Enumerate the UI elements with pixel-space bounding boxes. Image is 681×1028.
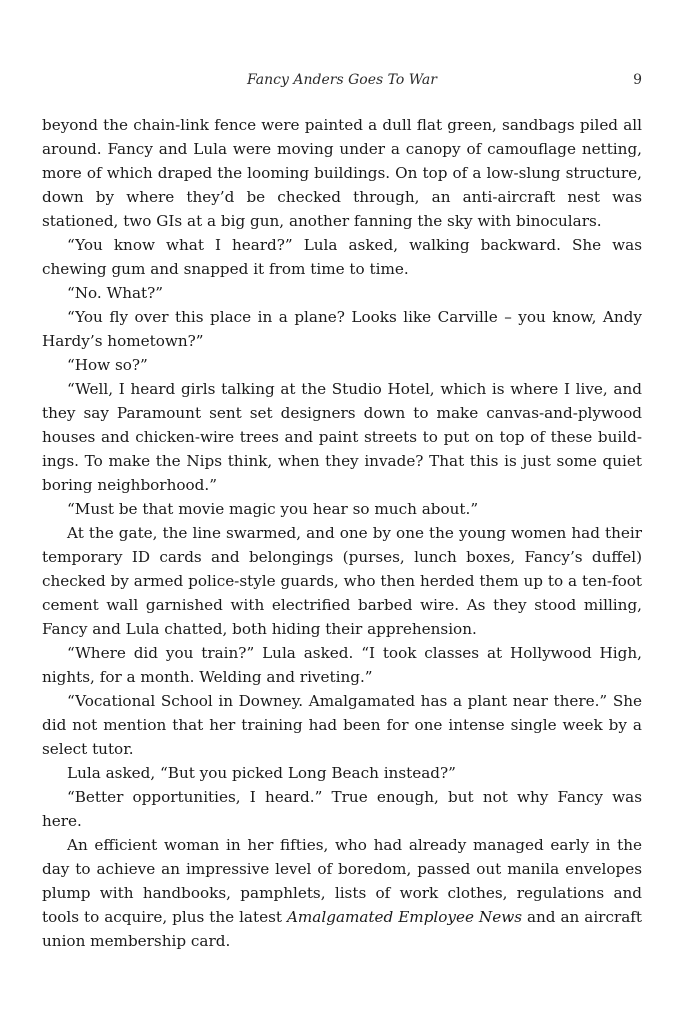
paragraph: “Must be that movie magic you hear so much about.”: [67, 500, 479, 518]
paragraph-text: An efficient woman in her fifties, who had already managed early in the day to achieve an impressive level of boredom, passed out manila envelopes plump with handbooks, pamphlets, lists of work clothes, regulations and tools to acquire, plus the latest: [42, 836, 642, 926]
paragraph: “Better opportunities, I heard.” True enough, but not why Fancy was here.: [42, 788, 642, 830]
paragraph: Lula asked, “But you picked Long Beach instead?”: [67, 764, 456, 782]
paragraph: At the gate, the line swarmed, and one by one the young women had their temporary ID cards and belongings (purses, lunch boxes, Fancy’s duffel) checked by armed police-style guards, who then herded them up to a ten-foot cement wall garnished with electrified barbed wire. As they stood milling, Fancy and Lula chatted, both hiding their apprehension.: [42, 524, 642, 638]
paragraph: “Vocational School in Downey. Amalgamated has a plant near there.” She did not mention that her training had been for one intense single week by a select tutor.: [42, 692, 642, 758]
body-text: [42, 113, 642, 953]
paragraph: “You fly over this place in a plane? Looks like Carville – you know, Andy Hardy’s hometown?”: [42, 308, 642, 350]
paragraph: beyond the chain-link fence were painted a dull flat green, sandbags piled all around. Fancy and Lula were moving under a canopy of camouflage netting, more of which draped the looming buildings. On top of a low-slung structure, down by where they’d be checked through, an anti-aircraft nest was stationed, two GIs at a big gun, another fanning the sky with binoculars.: [42, 116, 642, 230]
paragraph: “You know what I heard?” Lula asked, walking backward. She was chewing gum and snapped it from time to time.: [42, 236, 642, 278]
page-number: 9: [633, 72, 642, 88]
paragraph-text: and an aircraft union membership card.: [42, 908, 642, 950]
running-title: Fancy Anders Goes To War: [247, 72, 437, 88]
publication-title: Amalgamated Employee News: [286, 908, 523, 926]
page-header: [42, 68, 642, 92]
paragraph: “Well, I heard girls talking at the Studio Hotel, which is where I live, and they say Paramount sent set designers down to make canvas-and-plywood houses and chicken-wire trees and paint streets to put on top of these buildings. To make the Nips think, when they invade? That this is just some quiet boring neighborhood.”: [42, 380, 642, 494]
paragraph: “Where did you train?” Lula asked. “I took classes at Hollywood High, nights, for a month. Welding and riveting.”: [42, 644, 642, 686]
paragraph: [42, 833, 642, 953]
paragraph: “No. What?”: [67, 284, 164, 302]
paragraph: “How so?”: [67, 356, 148, 374]
